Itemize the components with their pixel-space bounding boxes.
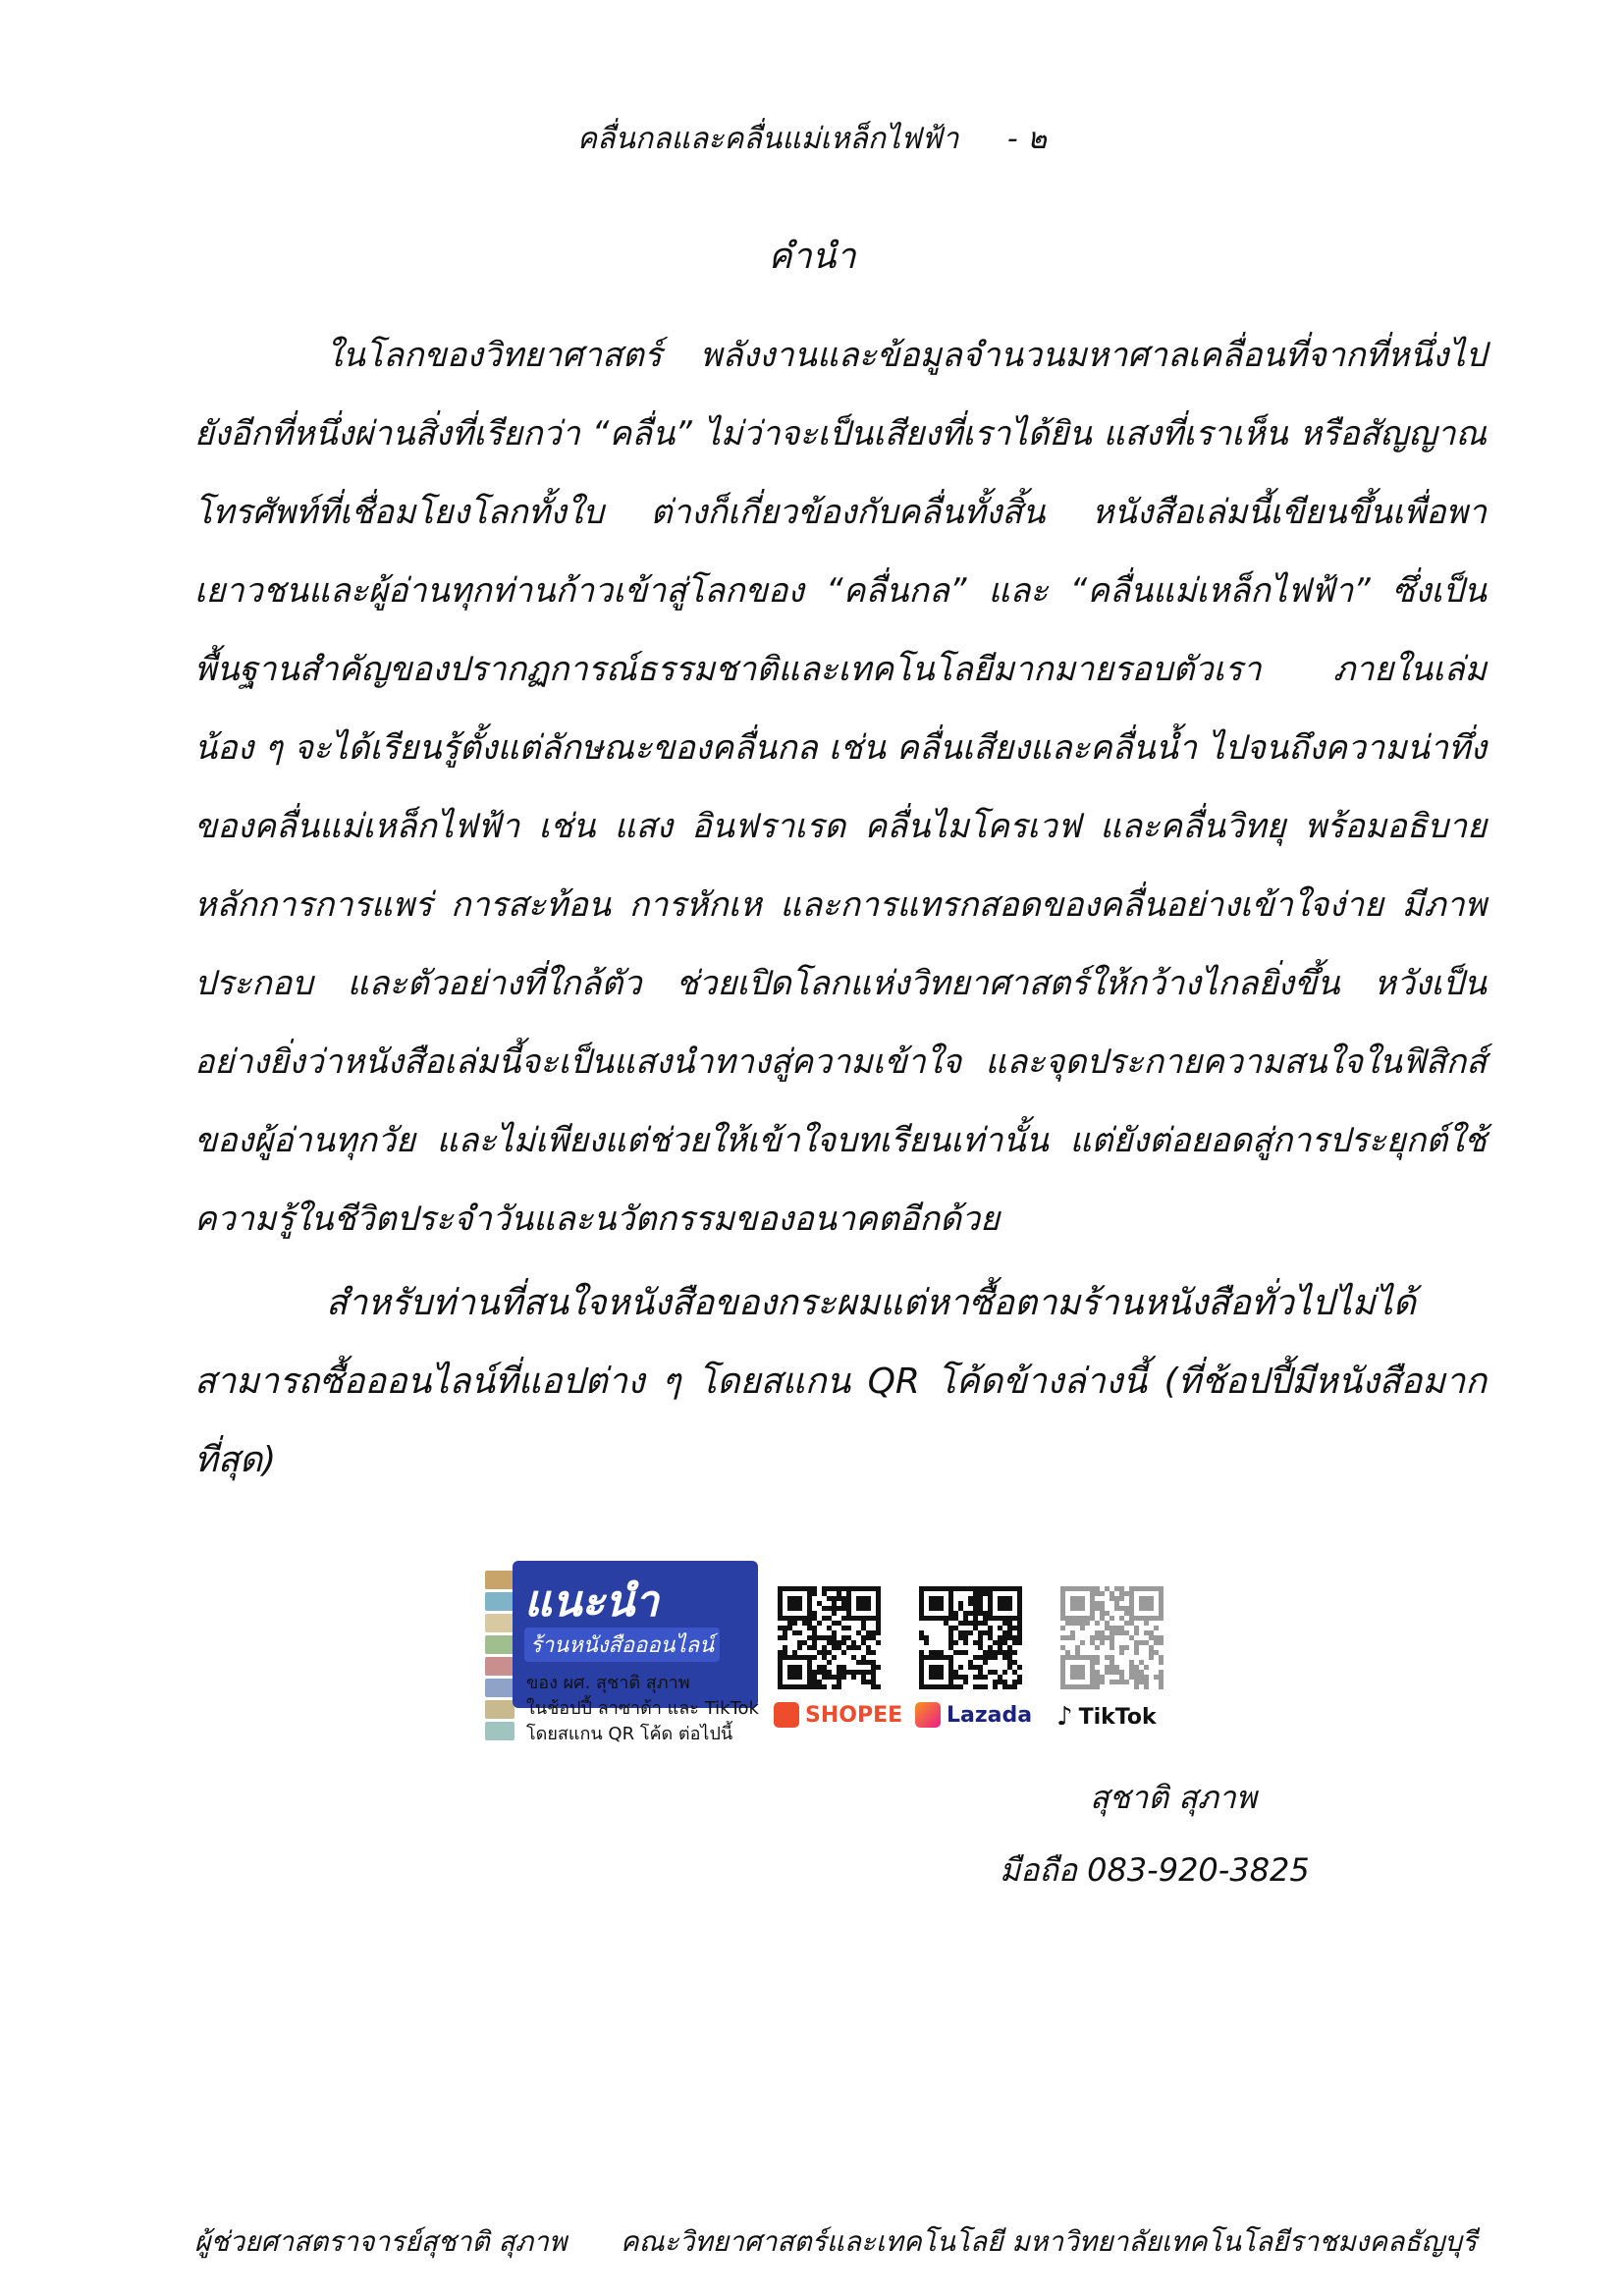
footer-author: ผู้ช่วยศาสตราจารย์สุชาติ สุภาพ [194,2225,568,2258]
author-signature: สุชาติ สุภาพ [1090,1779,1257,1816]
tiktok-qr-code[interactable] [1060,1586,1168,1694]
preface-body [194,316,1487,1500]
running-header [0,116,1624,162]
footer-affiliation: คณะวิทยาศาสตร์และเทคโนโลยี มหาวิทยาลัยเทคโนโลยีราชมงคลธัญบุรี [620,2225,1477,2258]
author-phone: มือถือ 083-920-3825 [1000,1851,1310,1889]
lazada-brand [915,1702,1032,1728]
tiktok-brand [1056,1702,1157,1732]
section-title: คำนำ [768,237,856,277]
promo-banner [485,1561,763,1762]
shopee-brand [774,1702,902,1728]
shopee-qr-code[interactable] [778,1586,886,1694]
promo-lines [526,1671,762,1747]
header-title: คลื่นกลและคลื่นแม่เหล็กไฟฟ้า [576,122,959,156]
tiktok-note-icon: ♪ [1056,1702,1073,1732]
promo-line: ของ ผศ. สุชาติ สุภาพ [526,1673,690,1693]
lazada-heart-icon [915,1702,941,1728]
promo-headline: แนะนำ [524,1576,659,1627]
lazada-label: Lazada [947,1702,1033,1728]
purchase-paragraph: สำหรับท่านที่สนใจหนังสือของกระผมแต่หาซื้อตามร้านหนังสือทั่วไปไม่ได้ สามารถซื้อออนไลน์ที่แอปต่าง ๆ โดยสแกน QR โค้ดข้างล่างนี้ (ที่ช้อปปี้มีหนังสือมากที่สุด) [194,1283,1487,1480]
shopee-label: SHOPEE [805,1702,903,1728]
promo-line: ในช้อปปี้ ลาซาด้า และ TikTok [526,1698,759,1719]
online-store-promo [485,1561,1172,1762]
page-number: - ๒ [1006,122,1048,156]
shopee-bag-icon [774,1702,799,1728]
book-stack-icon [485,1571,514,1757]
tiktok-label: TikTok [1078,1704,1157,1730]
preface-paragraph: ในโลกของวิทยาศาสตร์ พลังงานและข้อมูลจำนวนมหาศาลเคลื่อนที่จากที่หนึ่งไปยังอีกที่หนึ่งผ่านสิ่งที่เรียกว่า “คลื่น” ไม่ว่าจะเป็นเสียงที่เราได้ยิน แสงที่เราเห็น หรือสัญญาณโทรศัพท์ที่เชื่อมโยงโลกทั้งใบ ต่างก็เกี่ยวข้องกับคลื่นทั้งสิ้น หนังสือเล่มนี้เขียนขึ้นเพื่อพาเยาวชนและผู้อ่านทุกท่านก้าวเข้าสู่โลกของ “คลื่นกล” และ “คลื่นแม่เหล็กไฟฟ้า” ซึ่งเป็นพื้นฐานสำคัญของปรากฏการณ์ธรรมชาติและเทคโนโลยีมากมายรอบตัวเรา ภายในเล่ม น้อง ๆ จะได้เรียนรู้ตั้งแต่ลักษณะของคลื่นกล เช่น คลื่นเสียงและคลื่นน้ำ ไปจนถึงความน่าทึ่งของคลื่นแม่เหล็กไฟฟ้า เช่น แสง อินฟราเรด คลื่นไมโครเวฟ และคลื่นวิทยุ พร้อมอธิบายหลักการการแพร่ การสะท้อน การหักเห และการแทรกสอดของคลื่นอย่างเข้าใจง่าย มีภาพประกอบ และตัวอย่างที่ใกล้ตัว ช่วยเปิดโลกแห่งวิทยาศาสตร์ให้กว้างไกลยิ่งขึ้น หวังเป็นอย่างยิ่งว่าหนังสือเล่มนี้จะเป็นแสงนำทางสู่ความเข้าใจ และจุดประกายความสนใจในฟิสิกส์ของผู้อ่านทุกวัย และไม่เพียงแต่ช่วยให้เข้าใจบทเรียนเท่านั้น แต่ยังต่อยอดสู่การประยุกต์ใช้ความรู้ในชีวิตประจำวันและนวัตกรรมของอนาคตอีกด้วย [194,336,1487,1239]
promo-line: โดยสแกน QR โค้ด ต่อไปนี้ [526,1724,733,1744]
lazada-qr-code[interactable] [919,1586,1027,1694]
promo-subheadline: ร้านหนังสือออนไลน์ [524,1628,720,1662]
